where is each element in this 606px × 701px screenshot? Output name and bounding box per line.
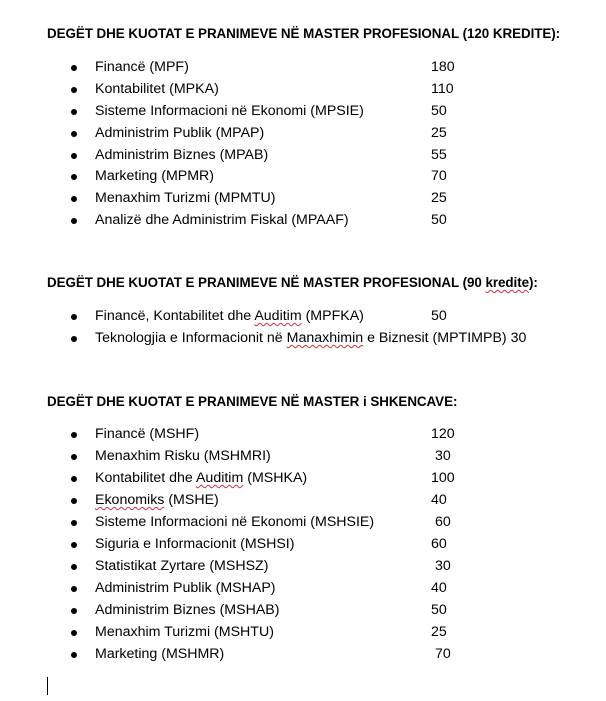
bullet-icon (71, 314, 77, 320)
program-name: Menaxhim Turizmi (MPMTU) (95, 190, 276, 206)
section2-heading-prefix: DEGËT DHE KUOTAT E PRANIMEVE NË MASTER PROFESIONAL (90 (47, 275, 486, 290)
program-quota: 25 (431, 190, 447, 206)
list-item (0, 511, 606, 533)
bullet-icon (71, 87, 77, 93)
spellcheck-word: Ekonomiks (95, 492, 165, 508)
list-item (0, 327, 606, 349)
program-quota: 25 (431, 624, 447, 640)
program-quota: 50 (431, 308, 447, 324)
bullet-icon (71, 131, 77, 137)
list-item (0, 621, 606, 643)
program-name: Menaxhim Turizmi (MSHTU) (95, 624, 274, 640)
list-item (0, 187, 606, 209)
program-name: Siguria e Informacionit (MSHSI) (95, 536, 295, 552)
program-quota: 50 (431, 103, 447, 119)
list-item (0, 489, 606, 511)
bullet-icon (71, 476, 77, 482)
program-quota: 180 (431, 59, 455, 75)
list-item (0, 445, 606, 467)
program-name-part: Teknologjia e Informacionit në (95, 330, 287, 346)
program-name-part: (MSHKA) (243, 470, 308, 486)
program-name: Statistikat Zyrtare (MSHSZ) (95, 558, 269, 574)
program-name: Administrim Biznes (MPAB) (95, 147, 269, 163)
spellcheck-word: Auditim (195, 470, 244, 486)
program-name-part: (MSHE) (164, 492, 219, 508)
section3-heading: DEGËT DHE KUOTAT E PRANIMEVE NË MASTER i SHKENCAVE: (47, 394, 458, 409)
list-item (0, 209, 606, 231)
spellcheck-word: Manaxhimin (286, 330, 364, 346)
list-item (0, 305, 606, 327)
list-item (0, 533, 606, 555)
program-quota: 60 (435, 514, 451, 530)
program-quota: 30 (435, 448, 451, 464)
program-quota: 40 (431, 492, 447, 508)
program-name-part: Kontabilitet dhe (95, 470, 196, 486)
text-cursor[interactable] (47, 677, 48, 695)
list-item (0, 144, 606, 166)
program-name (95, 489, 219, 511)
section1-heading: DEGËT DHE KUOTAT E PRANIMEVE NË MASTER PROFESIONAL (120 KREDITE): (47, 26, 561, 41)
program-name: Kontabilitet (MPKA) (95, 81, 219, 97)
program-name: Marketing (MSHMR) (95, 646, 225, 662)
bullet-icon (71, 520, 77, 526)
bullet-icon (71, 652, 77, 658)
bullet-icon (71, 336, 77, 342)
program-quota: 30 (435, 558, 451, 574)
program-name: Analizë dhe Administrim Fiskal (MPAAF) (95, 212, 349, 228)
list-item (0, 643, 606, 665)
list-item (0, 165, 606, 187)
bullet-icon (71, 153, 77, 159)
bullet-icon (71, 109, 77, 115)
bullet-icon (71, 454, 77, 460)
program-quota: 50 (431, 212, 447, 228)
program-quota: 100 (431, 470, 455, 486)
list-item (0, 555, 606, 577)
program-name: Financë (MPF) (95, 59, 189, 75)
list-item (0, 100, 606, 122)
program-name: Sisteme Informacioni në Ekonomi (MSHSIE) (95, 514, 375, 530)
list-item (0, 122, 606, 144)
program-name: Marketing (MPMR) (95, 168, 215, 184)
program-name-part: (MPFKA) (301, 308, 364, 324)
bullet-icon (71, 564, 77, 570)
section2-heading-suffix: ): (529, 275, 538, 290)
section2-heading (47, 275, 538, 290)
program-quota: 60 (431, 536, 447, 552)
program-name: Administrim Publik (MSHAP) (95, 580, 276, 596)
program-name (95, 327, 526, 349)
list-item (0, 467, 606, 489)
list-item (0, 56, 606, 78)
list-item (0, 423, 606, 445)
program-name: Sisteme Informacioni në Ekonomi (MPSIE) (95, 103, 364, 119)
program-quota: 70 (435, 646, 451, 662)
bullet-icon (71, 542, 77, 548)
program-name (95, 467, 307, 489)
bullet-icon (71, 218, 77, 224)
bullet-icon (71, 630, 77, 636)
program-quota: 40 (431, 580, 447, 596)
program-quota: 70 (431, 168, 447, 184)
program-name (95, 305, 364, 327)
bullet-icon (71, 586, 77, 592)
spellcheck-word: kredite (485, 275, 530, 290)
bullet-icon (71, 196, 77, 202)
list-item (0, 577, 606, 599)
program-name-part: e Biznesit (MPTIMPB) 30 (363, 330, 527, 346)
program-name-part: Financë, Kontabilitet dhe (95, 308, 255, 324)
program-name: Administrim Biznes (MSHAB) (95, 602, 280, 618)
list-item (0, 599, 606, 621)
program-name: Financë (MSHF) (95, 426, 200, 442)
bullet-icon (71, 498, 77, 504)
bullet-icon (71, 432, 77, 438)
program-quota: 50 (431, 602, 447, 618)
spellcheck-word: Auditim (254, 308, 302, 324)
list-item (0, 78, 606, 100)
program-name: Administrim Publik (MPAP) (95, 125, 265, 141)
program-quota: 110 (431, 81, 454, 97)
program-name: Menaxhim Risku (MSHMRI) (95, 448, 271, 464)
program-quota: 25 (431, 125, 447, 141)
bullet-icon (71, 174, 77, 180)
program-quota: 55 (431, 147, 447, 163)
bullet-icon (71, 65, 77, 71)
program-quota: 120 (431, 426, 455, 442)
bullet-icon (71, 608, 77, 614)
